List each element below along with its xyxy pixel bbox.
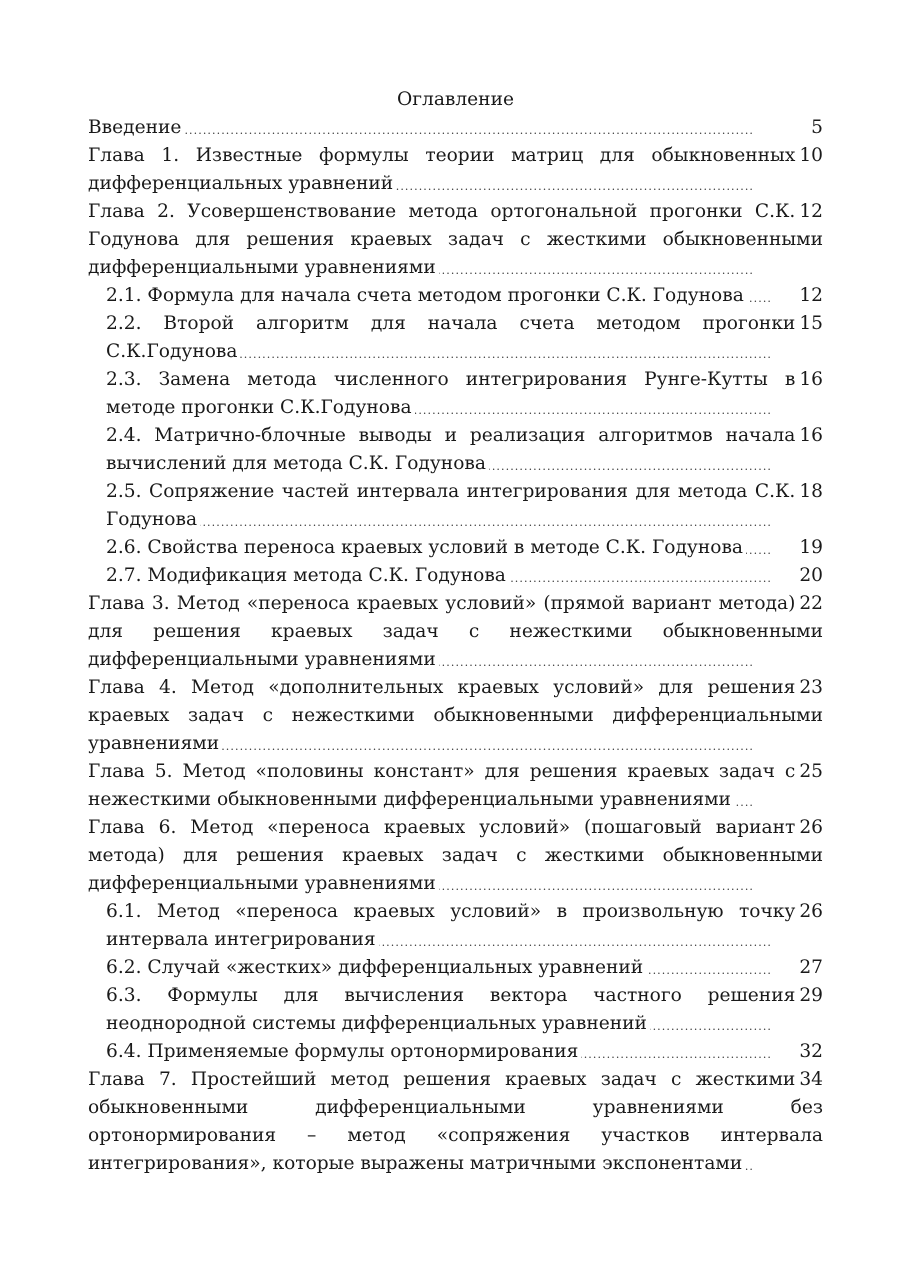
toc-entry-chapter-5[interactable]	[88, 758, 823, 814]
toc-entry-text: Введение	[88, 117, 184, 138]
toc-entry-text: Глава 5. Метод «половины констант» для решения краевых задач с нежесткими обыкновенными дифференциальными уравнениями	[88, 761, 796, 810]
toc-entry-text: 2.5. Сопряжение частей интервала интегрирования для метода С.К. Годунова	[106, 481, 796, 530]
toc-entry-text: 2.4. Матрично-блочные выводы и реализация алгоритмов начала вычислений для метода С.К. Годунова	[106, 425, 796, 474]
toc-page-number: 5	[807, 114, 823, 142]
toc-page-number: 20	[795, 562, 823, 590]
toc-page-number: 12	[795, 198, 823, 226]
toc-entry-chapter-3[interactable]	[88, 590, 823, 674]
toc-entry-introduction[interactable]	[88, 114, 823, 142]
toc-entry-text: Глава 2. Усовершенствование метода ортогональной прогонки С.К. Годунова для решения краевых задач с жесткими обыкновенными дифференциальными уравнениями	[88, 201, 823, 278]
toc-entry-section-2-5[interactable]	[106, 478, 823, 534]
toc-entry-chapter-6[interactable]	[88, 814, 823, 898]
toc-page-number: 12	[795, 282, 823, 310]
toc-entry-text: 6.2. Случай «жестких» дифференциальных уравнений	[106, 957, 646, 978]
toc-entry-text: Глава 3. Метод «переноса краевых условий» (прямой вариант метода) для решения краевых задач с нежесткими обыкновенными дифференциальными уравнениями	[88, 593, 823, 670]
toc-entry-text: Глава 7. Простейший метод решения краевых задач с жесткими обыкновенными дифференциальными уравнениями без ортонормирования – метод «сопряжения участков интервала интегрирования», которые выражены матричными экспонентами	[88, 1069, 823, 1174]
toc-entry-text: 6.3. Формулы для вычисления вектора частного решения неоднородной системы дифференциальных уравнений	[106, 985, 796, 1034]
toc-page-number: 25	[795, 758, 823, 786]
toc-entry-section-2-1[interactable]	[106, 282, 823, 310]
toc-page-number: 15	[795, 310, 823, 338]
toc-entry-section-6-3[interactable]	[106, 982, 823, 1038]
toc-page-number: 22	[795, 590, 823, 618]
toc-entry-text: 2.1. Формула для начала счета методом прогонки С.К. Годунова	[106, 285, 747, 306]
toc-entry-text: Глава 4. Метод «дополнительных краевых условий» для решения краевых задач с нежесткими обыкновенными дифференциальными уравнениями	[88, 677, 823, 754]
toc-page-number: 16	[795, 366, 823, 394]
toc-entry-chapter-2[interactable]	[88, 198, 823, 282]
toc-entry-text: 2.2. Второй алгоритм для начала счета методом прогонки С.К.Годунова	[106, 313, 796, 362]
toc-entry-text: 2.6. Свойства переноса краевых условий в методе С.К. Годунова	[106, 537, 746, 558]
toc-page-number: 26	[795, 814, 823, 842]
toc-entry-chapter-4[interactable]	[88, 674, 823, 758]
toc-page-number: 10	[795, 142, 823, 170]
toc-entry-section-2-3[interactable]	[106, 366, 823, 422]
toc-entry-text: Глава 1. Известные формулы теории матриц для обыкновенных дифференциальных уравнений	[88, 145, 796, 194]
toc-page-number: 32	[795, 1038, 823, 1066]
toc-page-number: 23	[795, 674, 823, 702]
toc-entry-section-2-4[interactable]	[106, 422, 823, 478]
toc-entry-section-2-6[interactable]	[106, 534, 823, 562]
toc-page-number: 29	[795, 982, 823, 1010]
toc-page-number: 26	[795, 898, 823, 926]
toc-page-number: 34	[795, 1066, 823, 1094]
toc-page-number: 27	[795, 954, 823, 982]
toc-page-number: 18	[795, 478, 823, 506]
toc-page-number: 16	[795, 422, 823, 450]
toc-entry-text: 6.4. Применяемые формулы ортонормирования	[106, 1041, 581, 1062]
toc-entry-section-2-7[interactable]	[106, 562, 823, 590]
toc-entry-section-2-2[interactable]	[106, 310, 823, 366]
toc-entry-section-6-2[interactable]	[106, 954, 823, 982]
document-page	[88, 86, 823, 1178]
toc-entry-chapter-7[interactable]	[88, 1066, 823, 1178]
toc-title: Оглавление	[397, 89, 514, 110]
toc-entry-text: 2.7. Модификация метода С.К. Годунова	[106, 565, 509, 586]
table-of-contents	[88, 114, 823, 1178]
toc-entry-text: 2.3. Замена метода численного интегрирования Рунге-Кутты в методе прогонки С.К.Годунова	[106, 369, 796, 418]
toc-entry-text: 6.1. Метод «переноса краевых условий» в произвольную точку интервала интегрирования	[106, 901, 796, 950]
toc-page-number: 19	[795, 534, 823, 562]
toc-entry-chapter-1[interactable]	[88, 142, 823, 198]
toc-entry-text: Глава 6. Метод «переноса краевых условий» (пошаговый вариант метода) для решения краевых задач с жесткими обыкновенными дифференциальными уравнениями	[88, 817, 823, 894]
toc-entry-section-6-4[interactable]	[106, 1038, 823, 1066]
toc-entry-section-6-1[interactable]	[106, 898, 823, 954]
